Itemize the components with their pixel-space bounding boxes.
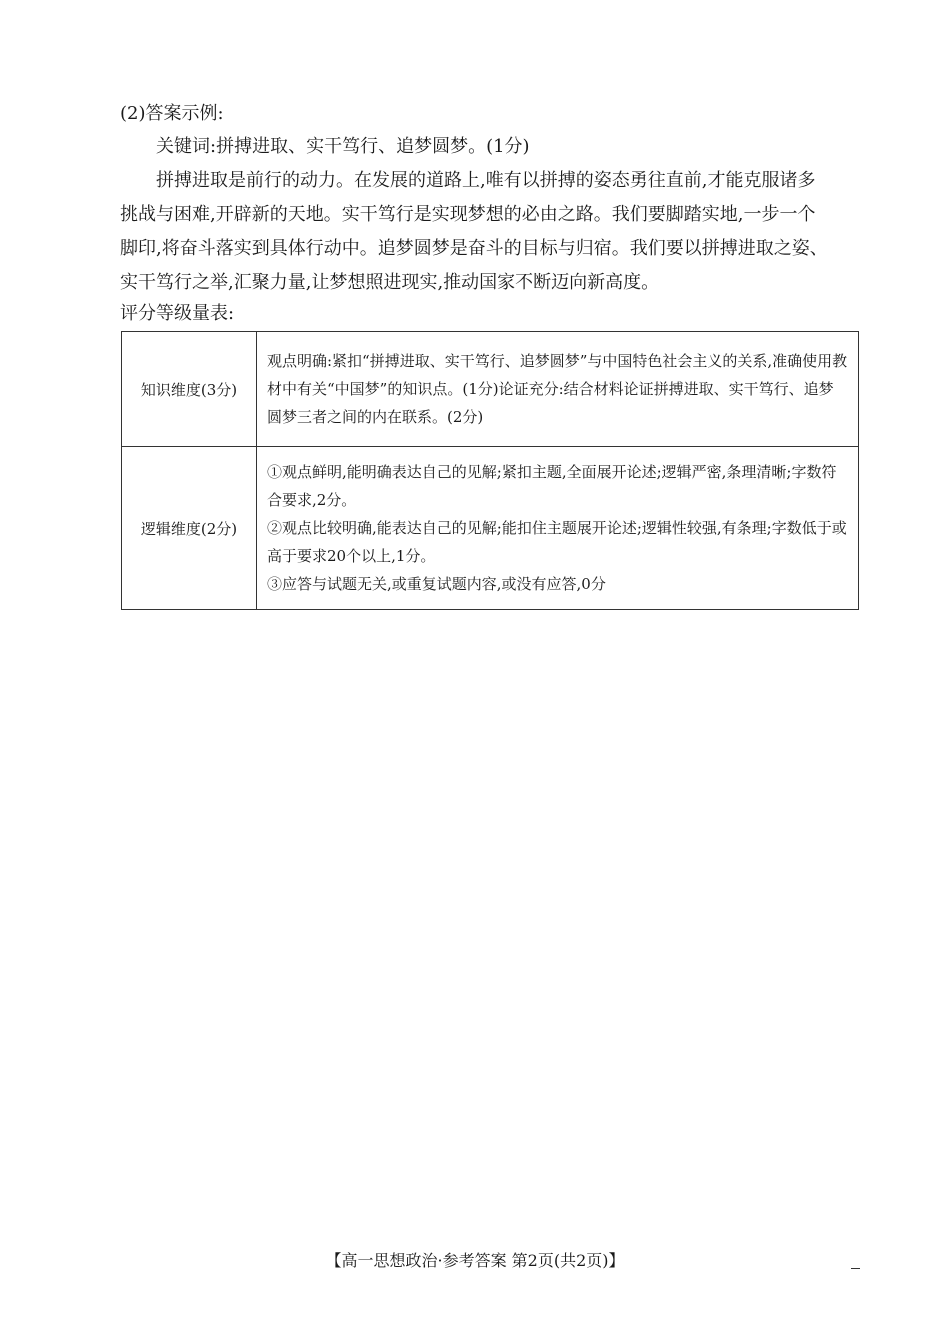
rubric-table (121, 331, 859, 610)
essay-line: 实干笃行之举,汇聚力量,让梦想照进现实,推动国家不断迈向新高度。 (120, 272, 660, 293)
rubric-dimension: 逻辑维度(2分) (122, 447, 257, 610)
corner-mark (851, 1268, 860, 1269)
essay-line: 挑战与困难,开辟新的天地。实干笃行是实现梦想的必由之路。我们要脚踏实地,一步一个 (120, 204, 816, 225)
essay-line: 脚印,将奋斗落实到具体行动中。追梦圆梦是奋斗的目标与归宿。我们要以拼搏进取之姿、 (120, 238, 828, 259)
essay-line: 拼搏进取是前行的动力。在发展的道路上,唯有以拼搏的姿态勇往直前,才能克服诸多 (156, 170, 816, 191)
rubric-criteria (257, 332, 859, 447)
rubric-dimension: 知识维度(3分) (122, 332, 257, 447)
keywords-line: 关键词:拼搏进取、实干笃行、追梦圆梦。(1分) (156, 136, 530, 157)
table-row (122, 447, 859, 610)
criteria-text: ②观点比较明确,能表达自己的见解;能扣住主题展开论述;逻辑性较强,有条理;字数低于或高于要求20个以上,1分。 (267, 519, 847, 565)
criteria-text: 观点明确:紧扣“拼搏进取、实干笃行、追梦圆梦”与中国特色社会主义的关系,准确使用教材中有关“中国梦”的知识点。(1分)论证充分:结合材料论证拼搏进取、实干笃行、追梦圆梦三者之间的内在联系。(2分) (267, 352, 848, 426)
criteria-text: ①观点鲜明,能明确表达自己的见解;紧扣主题,全面展开论述;逻辑严密,条理清晰;字数符合要求,2分。 (267, 463, 837, 509)
criteria-text: ③应答与试题无关,或重复试题内容,或没有应答,0分 (267, 575, 606, 593)
table-row (122, 332, 859, 447)
page-footer: 【高一思想政治·参考答案 第2页(共2页)】 (325, 1251, 625, 1270)
rubric-title: 评分等级量表: (120, 303, 235, 324)
answer-header: (2)答案示例: (120, 103, 224, 124)
rubric-criteria (257, 447, 859, 610)
